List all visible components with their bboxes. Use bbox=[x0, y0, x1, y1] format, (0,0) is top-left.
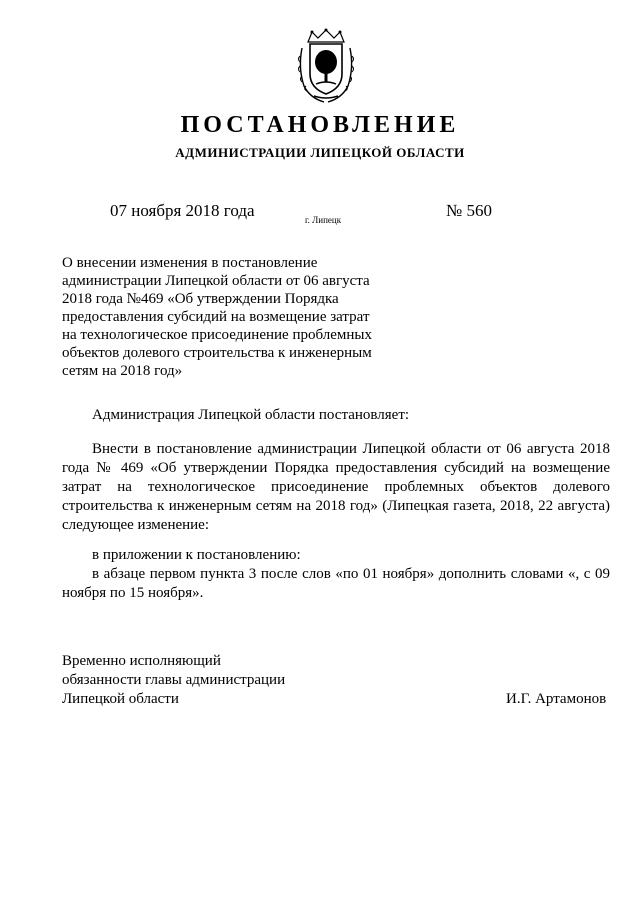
signer-position-line: обязанности главы администрации bbox=[62, 672, 286, 688]
body-paragraph bbox=[62, 440, 610, 535]
body-line: строительства к инженерным сетям на 2018 год» (Липецкая газета, 2018, 22 августа) bbox=[62, 498, 610, 514]
signer-name: И.Г. Артамонов bbox=[506, 691, 607, 707]
title-line: предоставления субсидий на возмещение затрат bbox=[62, 309, 370, 325]
change-line: в абзаце первом пункта 3 после слов «по 01 ноября» дополнить словами «, с 09 bbox=[92, 566, 610, 582]
title-line: на технологическое присоединение проблемных bbox=[62, 327, 372, 343]
coat-of-arms-icon bbox=[296, 28, 356, 104]
signer-position-line: Временно исполняющий bbox=[62, 653, 221, 669]
change-intro-text: в приложении к постановлению: bbox=[92, 547, 301, 563]
title-line: объектов долевого строительства к инженерным bbox=[62, 345, 372, 361]
document-title bbox=[62, 254, 392, 380]
issuer-heading: АДМИНИСТРАЦИИ ЛИПЕЦКОЙ ОБЛАСТИ bbox=[175, 145, 465, 160]
document-date: 07 ноября 2018 года bbox=[110, 201, 255, 220]
preamble-text: Администрация Липецкой области постановляет: bbox=[92, 407, 410, 423]
signer-position-line: Липецкой области bbox=[62, 691, 179, 707]
title-line: 2018 года №469 «Об утверждении Порядка bbox=[62, 291, 339, 307]
signer-position bbox=[62, 652, 285, 709]
body-line: Внести в постановление администрации Липецкой области от 06 августа 2018 bbox=[92, 441, 610, 457]
document-number: № 560 bbox=[446, 201, 492, 220]
document-type-heading: ПОСТАНОВЛЕНИЕ bbox=[180, 112, 460, 138]
title-line: О внесении изменения в постановление bbox=[62, 255, 318, 271]
change-line: ноября по 15 ноября». bbox=[62, 585, 204, 601]
title-line: администрации Липецкой области от 06 августа bbox=[62, 273, 370, 289]
body-line: затрат на технологическое присоединение проблемных объектов долевого bbox=[62, 479, 610, 495]
change-paragraph bbox=[62, 565, 610, 603]
body-line: следующее изменение: bbox=[62, 517, 210, 533]
title-line: сетям на 2018 год» bbox=[62, 363, 183, 379]
document-city: г. Липецк bbox=[305, 215, 342, 225]
body-line: года № 469 «Об утверждении Порядка предоставления субсидий на возмещение bbox=[62, 460, 610, 476]
